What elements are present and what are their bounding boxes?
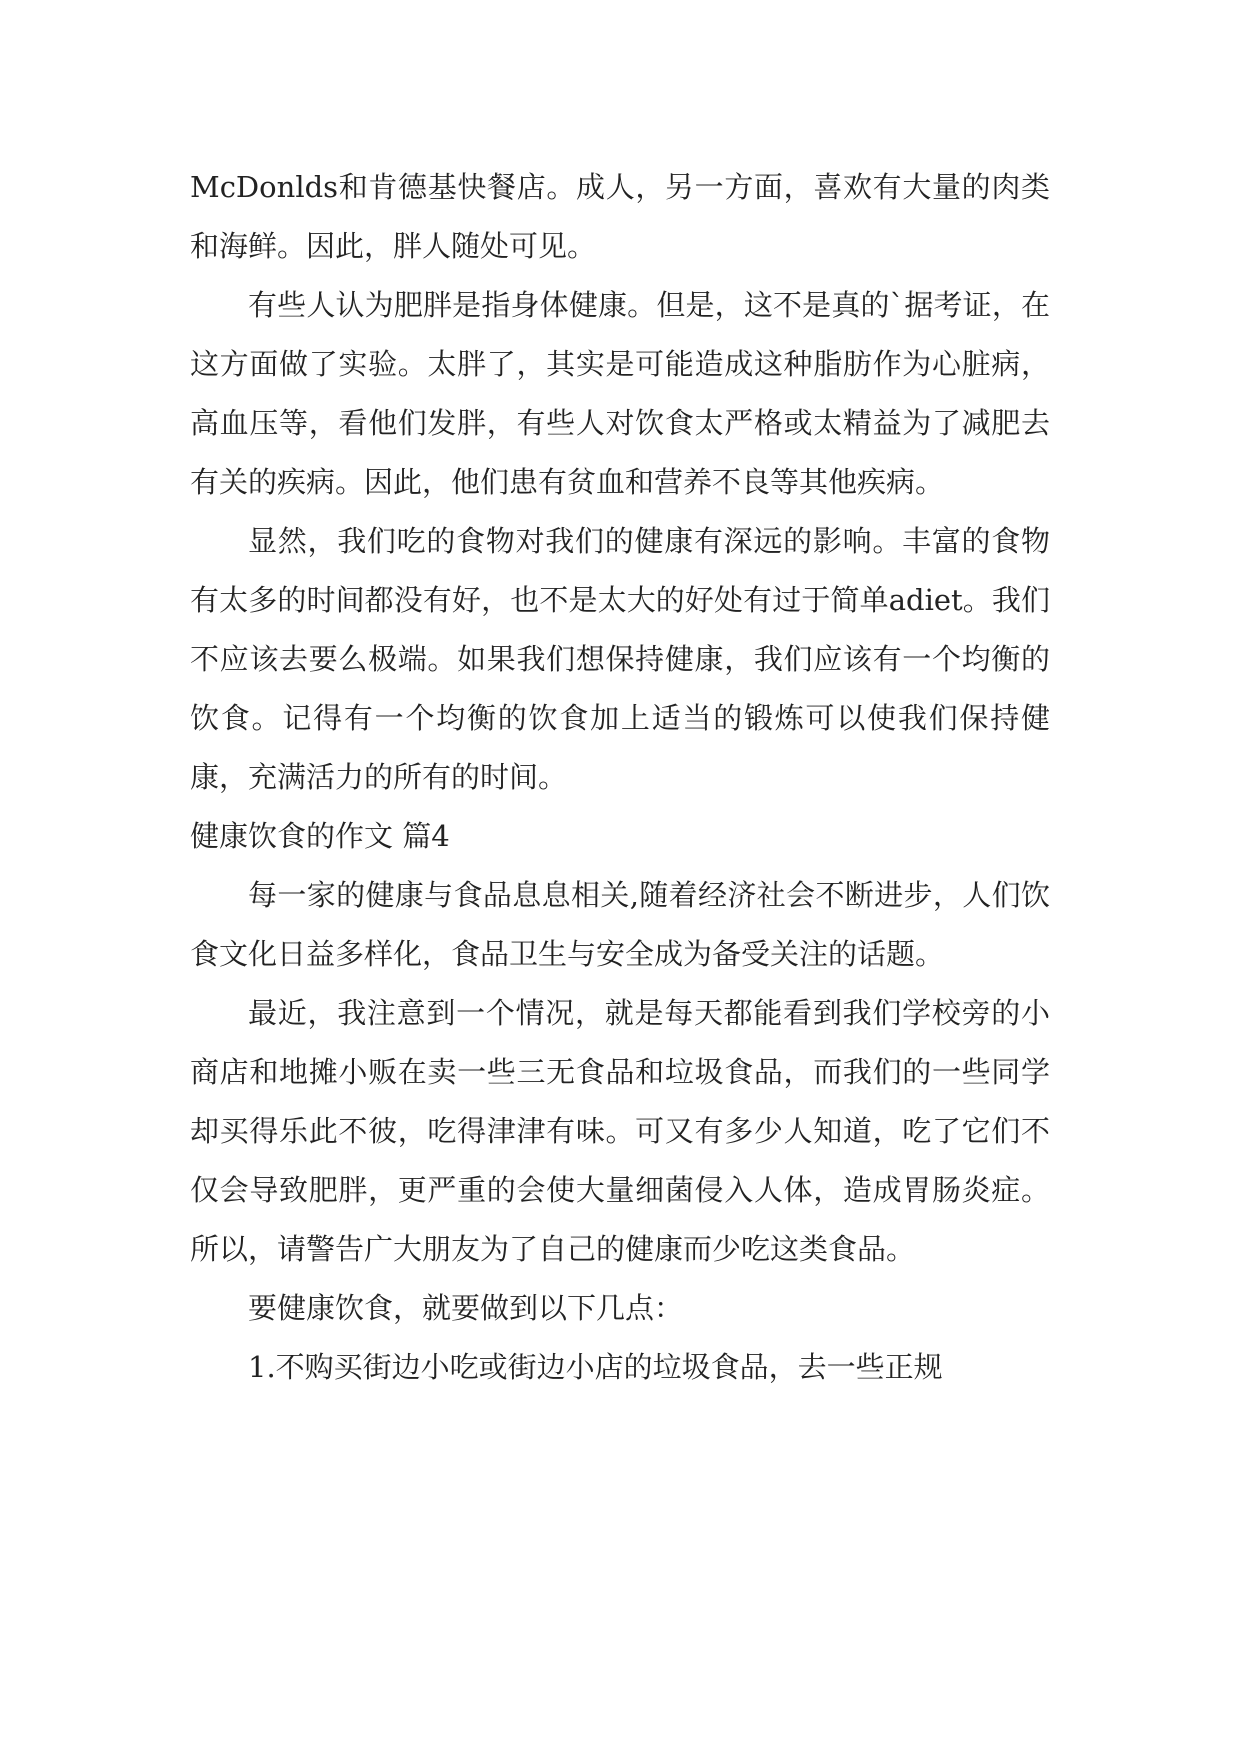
paragraph: 显然，我们吃的食物对我们的健康有深远的影响。丰富的食物有太多的时间都没有好，也不是太大的好处有过于简单adiet。我们不应该去要么极端。如果我们想保持健康，我们应该有一个均衡的饮食。记得有一个均衡的饮食加上适当的锻炼可以使我们保持健康，充满活力的所有的时间。: [190, 524, 1050, 794]
paragraph: 要健康饮食，就要做到以下几点：: [248, 1291, 684, 1325]
paragraph: 最近，我注意到一个情况，就是每天都能看到我们学校旁的小商店和地摊小贩在卖一些三无食品和垃圾食品，而我们的一些同学却买得乐此不彼，吃得津津有味。可又有多少人知道，吃了它们不仅会导致肥胖，更严重的会使大量细菌侵入人体，造成胃肠炎症。所以，请警告广大朋友为了自己的健康而少吃这类食品。: [190, 996, 1050, 1266]
list-item: 1.不购买街边小吃或街边小店的垃圾食品，去一些正规: [248, 1350, 943, 1384]
document-body: [190, 158, 1050, 1397]
paragraph: 每一家的健康与食品息息相关,随着经济社会不断进步，人们饮食文化日益多样化，食品卫生与安全成为备受关注的话题。: [190, 878, 1050, 971]
paragraph: McDonlds和肯德基快餐店。成人，另一方面，喜欢有大量的肉类和海鲜。因此，胖人随处可见。: [190, 170, 1050, 263]
section-title: 健康饮食的作文 篇4: [190, 819, 450, 853]
paragraph: 有些人认为肥胖是指身体健康。但是，这不是真的`据考证，在这方面做了实验。太胖了，其实是可能造成这种脂肪作为心脏病，高血压等，看他们发胖，有些人对饮食太严格或太精益为了减肥去有关的疾病。因此，他们患有贫血和营养不良等其他疾病。: [190, 288, 1050, 499]
